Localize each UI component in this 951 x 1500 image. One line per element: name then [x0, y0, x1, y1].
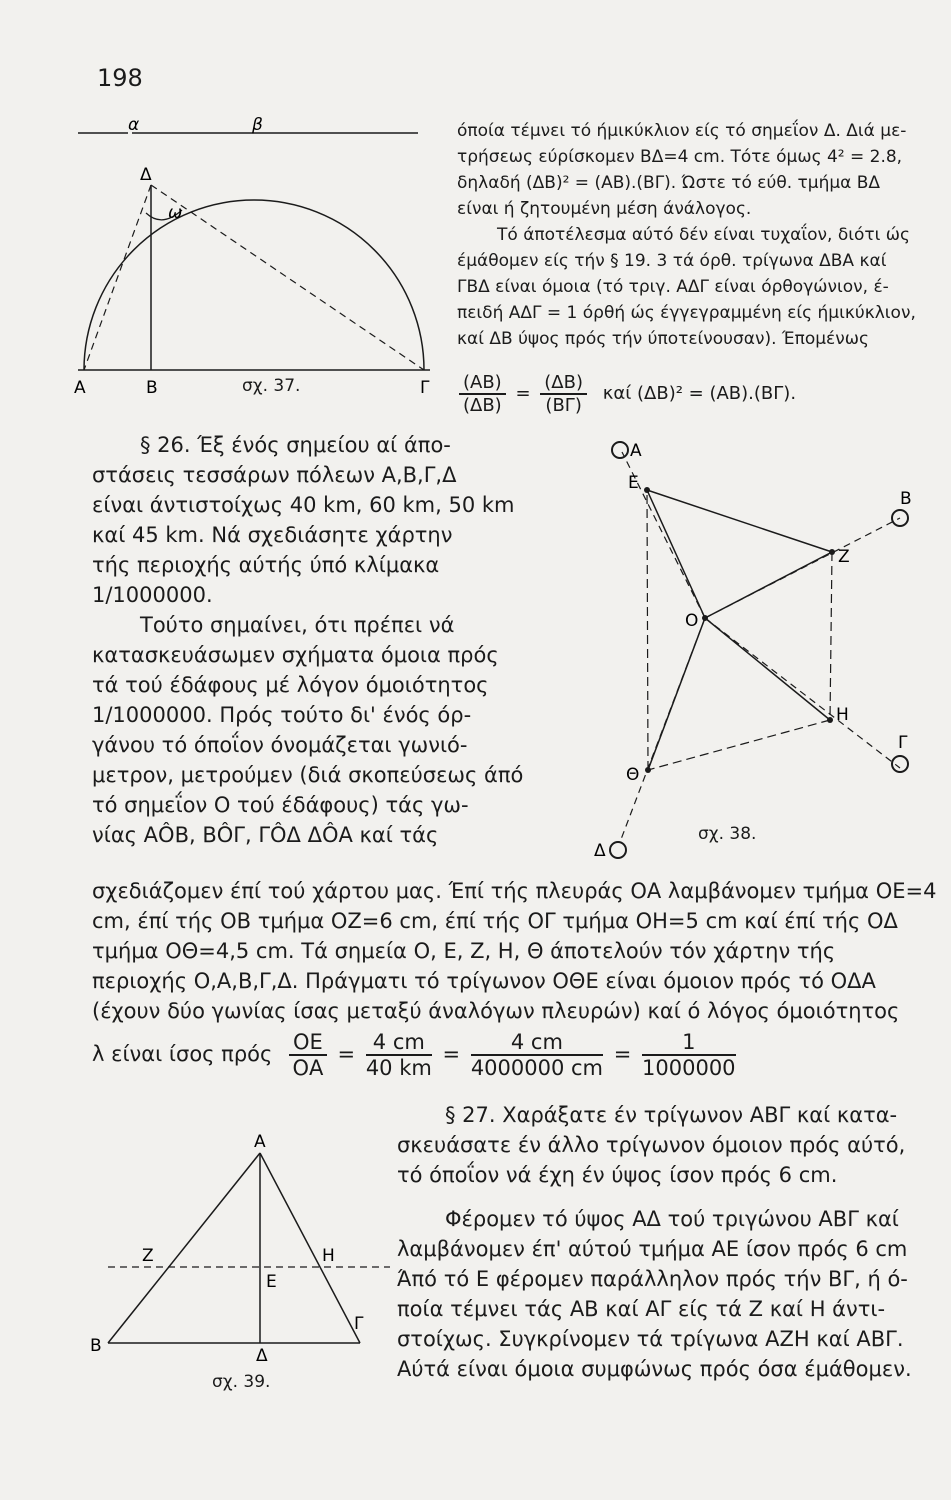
point-o: Ο — [685, 611, 699, 631]
section-26-heading: § 26. Έξ ένός σημείου αί άπο- — [140, 433, 451, 457]
text-line: τρήσεως εύρίσκομεν ΒΔ=4 cm. Τότε όμως 4² = 2.8, — [457, 147, 903, 167]
figure-39 — [90, 1125, 390, 1385]
text-line: καί ΔΒ ύψος πρός τήν ύποτείνουσαν). Έπομένως — [457, 329, 869, 349]
text-line: νίας ΑÔΒ, ΒÔΓ, ΓÔΔ ΔÔΑ καί τάς — [92, 823, 439, 847]
text-line: Φέρομεν τό ύψος ΑΔ τού τριγώνου ΑΒΓ καί — [445, 1207, 899, 1231]
figure-38 — [580, 430, 940, 870]
text-line: καί 45 km. Νά σχεδιάσητε χάρτην — [92, 523, 453, 547]
page-number: 198 — [97, 64, 143, 92]
point-h: Η — [836, 705, 849, 725]
eq2-lead: λ είναι ίσος πρός — [92, 1042, 273, 1066]
point-g: Γ — [354, 1314, 364, 1334]
text-line: Αύτά είναι όμοια συμφώνως πρός όσα έμάθομεν. — [397, 1357, 912, 1381]
fig38-caption: σχ. 38. — [698, 824, 757, 844]
point-d: Δ — [594, 841, 606, 861]
text-line: 1/1000000. — [92, 583, 213, 607]
point-h: Η — [322, 1246, 335, 1266]
text-line: λαμβάνομεν έπ' αύτού τμήμα ΑΕ ίσον πρός 6 cm — [397, 1237, 908, 1261]
point-a: Α — [254, 1132, 266, 1152]
text-line: στάσεις τεσσάρων πόλεων Α,Β,Γ,Δ — [92, 463, 457, 487]
equation-2: λ είναι ίσος πρός $\frac{OE}{OA}$ = $\frac{4 cm}{40 km}$ = $\frac{4 cm}{4000000 cm}$ = $\frac{1}{1000000}$ — [92, 1030, 736, 1080]
text-line: μετρον, μετρούμεν (διά σκοπεύσεως άπό — [92, 763, 524, 787]
right-text-block — [457, 118, 935, 352]
section-27-heading: § 27. Χαράξατε έν τρίγωνον ΑΒΓ καί κατα- — [445, 1103, 898, 1127]
point-d: Δ — [256, 1346, 268, 1366]
point-g: Γ — [898, 733, 908, 753]
text-line: πειδή ΑΔΓ = 1 όρθή ώς έγγεγραμμένη είς ήμικύκλιον, — [457, 303, 916, 323]
point-z: Ζ — [142, 1246, 154, 1266]
fraction: $\frac{(\Delta B)}{(B\Gamma)}$ — [540, 372, 587, 416]
fraction: $\frac{OE}{OA}$ — [289, 1030, 327, 1080]
point-z: Ζ — [838, 547, 850, 567]
text-line: (έχουν δύο γωνίας ίσας μεταξύ άναλόγων πλευρών) καί ό λόγος όμοιότητος — [92, 999, 900, 1023]
point-th: Θ — [626, 765, 640, 785]
fraction: $\frac{4 cm}{40 km}$ — [365, 1030, 432, 1080]
fig39-caption: σχ. 39. — [212, 1372, 271, 1392]
text-line: κατασκευάσωμεν σχήματα όμοια πρός — [92, 643, 499, 667]
fig37-caption: σχ. 37. — [242, 376, 301, 396]
text-line: ΓΒΔ είναι όμοια (τό τριγ. ΑΔΓ είναι όρθογώνιον, έ- — [457, 277, 889, 297]
equation-1: $\frac{(AB)}{(\Delta B)}$ = $\frac{(\Delta B)}{(B\Gamma)}$ καί (ΔΒ)² = (ΑΒ).(ΒΓ). — [455, 372, 796, 416]
point-b: Β — [900, 489, 912, 509]
point-a: Α — [630, 441, 642, 461]
text-line: τό σημεΐον Ο τού έδάφους) τάς γω- — [92, 793, 469, 817]
text-line: έμάθομεν είς τήν § 19. 3 τά όρθ. τρίγωνα ΔΒΑ καί — [457, 251, 887, 271]
point-e: Ε — [628, 473, 639, 493]
text-line: τό όποΐον νά έχη έν ύψος ίσον πρός 6 cm. — [397, 1163, 838, 1187]
point-g: Γ — [420, 378, 430, 398]
fraction: $\frac{(AB)}{(\Delta B)}$ — [459, 372, 506, 416]
point-omega: ω — [168, 203, 183, 223]
figure-37 — [70, 115, 450, 398]
text-line: είναι άντιστοίχως 40 km, 60 km, 50 km — [92, 493, 515, 517]
section-27-text — [397, 1100, 937, 1384]
text-line: περιοχής Ο,Α,Β,Γ,Δ. Πράγματι τό τρίγωνον ΟΘΕ είναι όμοιον πρός τό ΟΔΑ — [92, 969, 876, 993]
section-26-text — [92, 430, 522, 850]
text-line: σκευάσατε έν άλλο τρίγωνον όμοιον πρός αύτό, — [397, 1133, 906, 1157]
fraction: $\frac{4 cm}{4000000 cm}$ — [470, 1030, 604, 1080]
text-line: Τούτο σημαίνει, ότι πρέπει νά — [140, 613, 455, 637]
text-line: Τό άποτέλεσμα αύτό δέν είναι τυχαΐον, διότι ώς — [497, 225, 910, 245]
label-a: α — [128, 115, 140, 135]
text-line: όποία τέμνει τό ήμικύκλιον είς τό σημεΐον Δ. Διά με- — [457, 121, 907, 141]
point-b: Β — [90, 1336, 102, 1356]
text-line: τής περιοχής αύτής ύπό κλίμακα — [92, 553, 440, 577]
point-e: Ε — [266, 1272, 277, 1292]
text-line: cm, έπί τής ΟΒ τμήμα ΟΖ=6 cm, έπί τής ΟΓ τμήμα ΟΗ=5 cm καί έπί τής ΟΔ — [92, 909, 898, 933]
point-delta: Δ — [140, 165, 152, 185]
text-line: γάνου τό όποΐον όνομάζεται γωνιό- — [92, 733, 468, 757]
text-line: 1/1000000. Πρός τούτο δι' ένός όρ- — [92, 703, 472, 727]
text-line: τά τού έδάφους μέ λόγον όμοιότητος — [92, 673, 489, 697]
full-width-text — [92, 876, 937, 1026]
text-line: είναι ή ζητουμένη μέση άνάλογος. — [457, 199, 752, 219]
text-line: σχεδιάζομεν έπί τού χάρτου μας. Έπί τής πλευράς ΟΑ λαμβάνομεν τμήμα ΟΕ=4 — [92, 879, 937, 903]
fraction: $\frac{1}{1000000}$ — [642, 1030, 736, 1080]
point-b: Β — [146, 378, 158, 398]
text-line: στοίχως. Συγκρίνομεν τά τρίγωνα ΑΖΗ καί ΑΒΓ. — [397, 1327, 904, 1351]
point-a: Α — [74, 378, 86, 398]
text-line: τμήμα ΟΘ=4,5 cm. Τά σημεία Ο, Ε, Ζ, Η, Θ άποτελούν τόν χάρτην τής — [92, 939, 836, 963]
text-line: ποία τέμνει τάς ΑΒ καί ΑΓ είς τά Ζ καί Η άντι- — [397, 1297, 886, 1321]
text-line: δηλαδή (ΔΒ)² = (ΑΒ).(ΒΓ). Ώστε τό εύθ. τμήμα ΒΔ — [457, 173, 881, 193]
text-line: Άπό τό Ε φέρομεν παράλληλον πρός τήν ΒΓ, ή ό- — [397, 1267, 908, 1291]
label-b: β — [252, 115, 263, 135]
